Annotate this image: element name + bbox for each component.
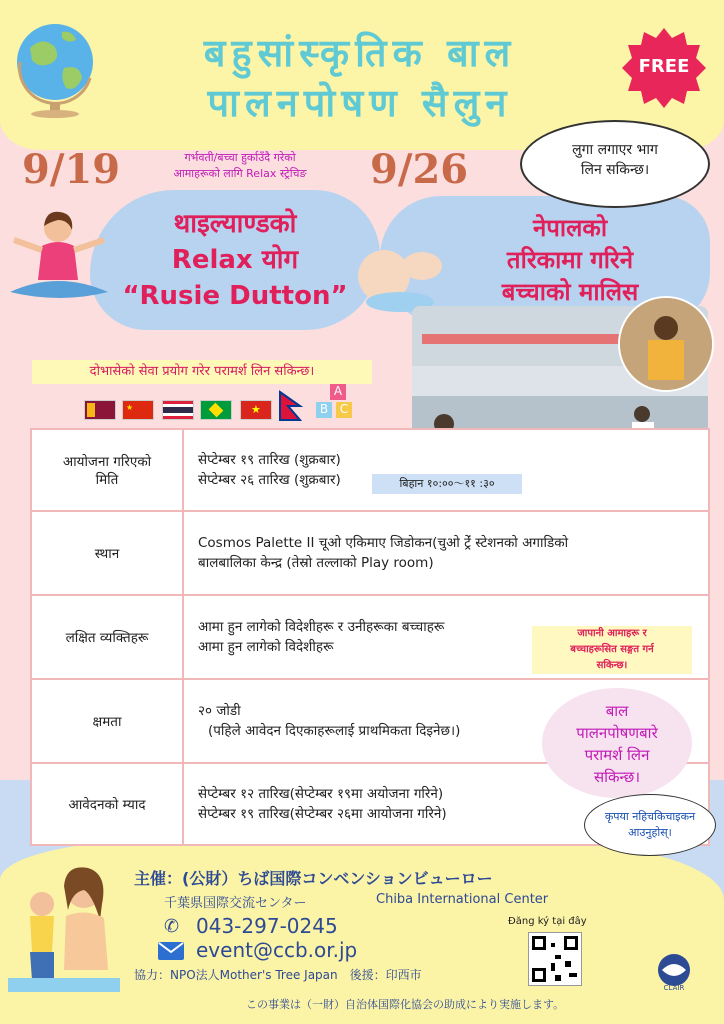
china-flag: ★: [122, 400, 154, 420]
target-value: आमा हुन लागेको विदेशीहरू र उनीहरूका बच्चाहरू आमा हुन लागेको विदेशीहरू: [183, 595, 709, 679]
support-line: 協力：NPO法人Mother's Tree Japan 後援：印西市: [134, 968, 422, 982]
thailand-flag: [162, 400, 194, 420]
event1-title-line1: थाइल्याण्डको: [173, 209, 297, 239]
event2-date: 9/26: [370, 146, 469, 193]
sri-lanka-flag: [84, 400, 116, 420]
organizer: 主催：(公財）ちば国際コンベンションビューロー: [134, 869, 493, 888]
clair-logo: [648, 948, 700, 996]
event1-title-line3: “Rusie Dutton”: [122, 281, 348, 311]
globe-icon: [10, 18, 100, 118]
page-title-line2: पालनपोषण सैलुन: [207, 81, 513, 125]
event1-title-line2: Relax योग: [171, 245, 299, 275]
register-label: Đăng ký tại đây: [508, 916, 587, 927]
brazil-flag: [200, 400, 232, 420]
event1-title: [100, 206, 370, 314]
phone-icon: ✆: [164, 916, 180, 937]
massage-photo: [618, 296, 714, 392]
event1-subtitle-line2: आमाहरूको लागि Relax स्ट्रेचिङ: [173, 167, 307, 180]
baby-illustration: [350, 236, 446, 316]
page-title-line1: बहुसांस्कृतिक बाल: [203, 31, 517, 75]
event2-title: [440, 212, 700, 308]
center-name-en: Chiba International Center: [376, 892, 549, 907]
capacity-label: क्षमता: [31, 679, 183, 763]
center-name-jp: 千葉県国際交流センター: [164, 896, 307, 911]
japanese-mothers-note: जापानी आमाहरू र बच्चाहरूसित सङ्गत गर्न सकिन्छ।: [532, 626, 692, 674]
date-value: सेप्टेम्बर १९ तारिख (शुक्रबार) सेप्टेम्बर २६ तारिख (शुक्रबार): [183, 429, 709, 511]
free-badge: [622, 26, 706, 110]
venue-value: Cosmos Palette II चूओ एकिमाए जिडोकन(चुओ ट्रेंं स्टेशनको अगाडिको बालबालिका केन्द्र (तेस्रो तल्लाको Play room): [183, 511, 709, 595]
clair-label: CLAIR: [663, 984, 685, 992]
email-address[interactable]: event@ccb.or.jp: [196, 938, 358, 962]
qr-code[interactable]: [528, 932, 582, 986]
venue-label: स्थान: [31, 511, 183, 595]
event1-subtitle-line1: गर्भवती/बच्चा हुर्काउँदै गरेको: [184, 151, 296, 164]
table-row: [31, 511, 709, 595]
vietnam-flag: ★: [240, 400, 272, 420]
phone-number[interactable]: 043-297-0245: [196, 914, 338, 938]
mail-icon: [158, 942, 184, 960]
consult-note: बाल पालनपोषणबारे परामर्श लिन सकिन्छ।: [542, 688, 692, 798]
speech-bubble: [520, 120, 710, 208]
deadline-label: आवेदनको म्याद: [31, 763, 183, 845]
table-row: [31, 429, 709, 511]
mother-child-illustration: [8, 860, 120, 1000]
visit-note: कृपया नहिचकिचाइकन आउनुहोस्।: [584, 794, 716, 856]
interpreter-note: दोभासेको सेवा प्रयोग गरेर परामर्श लिन सकिन्छ।: [32, 360, 372, 384]
abc-icon: A B C: [312, 384, 362, 424]
time-note: बिहान १०:००～११ :३०: [372, 474, 522, 494]
nepal-flag: [278, 390, 304, 422]
event2-title-line1: नेपालको: [532, 214, 608, 242]
grant-note: この事業は（一財）自治体国際化協会の助成により実施します。: [246, 998, 565, 1011]
event2-title-line3: बच्चाको मालिस: [501, 278, 639, 306]
date-label: आयोजना गरिएको मिति: [31, 429, 183, 511]
free-label: FREE: [638, 56, 690, 77]
event2-title-line2: तरिकामा गरिने: [506, 246, 634, 274]
speech-bubble-line1: लुगा लगाएर भाग: [572, 142, 658, 158]
capacity-value: २० जोडी (पहिले आवेदन दिएकाहरूलाई प्राथमिकता दिइनेछ।): [183, 679, 709, 763]
event1-date: 9/19: [22, 146, 121, 193]
target-label: लक्षित व्यक्तिहरू: [31, 595, 183, 679]
deadline-value: सेप्टेम्बर १२ तारिख(सेप्टेम्बर १९मा अयोजना गरिने) सेप्टेम्बर १९ तारिख(सेप्टेम्बर २६मा आयोजना गरिने): [183, 763, 709, 845]
event1-subtitle: [130, 150, 350, 182]
speech-bubble-line2: लिन सकिन्छ।: [580, 162, 650, 178]
